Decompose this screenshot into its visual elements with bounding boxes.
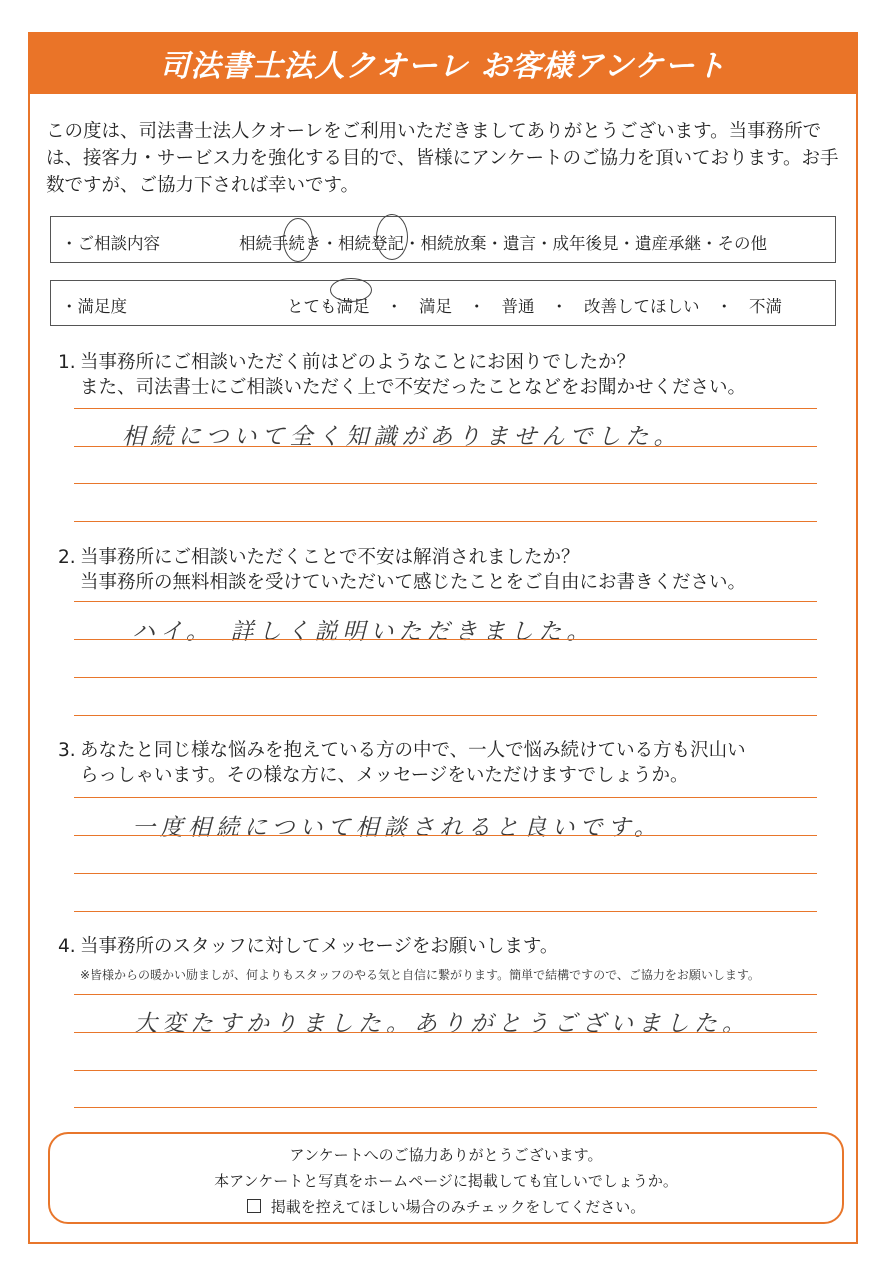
survey-title: 司法書士法人クオーレ お客様アンケート	[159, 49, 727, 84]
answer-rule	[74, 715, 817, 716]
question-text-line2: らっしゃいます。その様な方に、メッセージをいただけますでしょうか。	[80, 765, 689, 786]
checkbox-label: 掲載を控えてほしい場合のみチェックをしてください。	[270, 1198, 646, 1216]
circle-mark-procedure	[283, 218, 313, 262]
question-number: 4.	[58, 936, 76, 957]
question-1	[58, 350, 746, 400]
consultation-label: ・ご相談内容	[61, 234, 160, 253]
answer-rule	[74, 601, 817, 602]
footer-checkbox-row	[50, 1194, 842, 1220]
survey-header	[28, 32, 858, 94]
footer-thanks: アンケートへのご協力ありがとうございます。	[289, 1146, 603, 1164]
question-number: 3.	[58, 740, 76, 761]
question-4	[58, 934, 558, 959]
question-text: あなたと同じ様な悩みを抱えている方の中で、一人で悩み続けている方も沢山い	[80, 740, 746, 761]
question-number: 2.	[58, 547, 76, 568]
question-text: 当事務所にご相談いただく前はどのようなことにお困りでしたか？	[80, 352, 636, 373]
answer-rule	[74, 483, 817, 484]
answer-2-handwriting: ハイ。 詳しく説明いただきました。	[132, 619, 595, 645]
answer-rule	[74, 797, 817, 798]
question-4-note: ※皆様からの暖かい励ましが、何よりもスタッフのやる気と自信に繋がります。簡単で結構ですので、ご協力をお願いします。	[80, 968, 760, 982]
question-text-line2: 当事務所の無料相談を受けていただいて感じたことをご自由にお書きください。	[80, 572, 747, 593]
answer-1-handwriting: 相続について全く知識がありませんでした。	[122, 424, 682, 450]
question-text: 当事務所にご相談いただくことで不安は解消されましたか？	[80, 547, 580, 568]
answer-rule	[74, 994, 817, 995]
answer-rule	[74, 677, 817, 678]
question-text: 当事務所のスタッフに対してメッセージをお願いします。	[80, 936, 559, 957]
answer-rule	[74, 1032, 817, 1033]
answer-rule	[74, 408, 817, 409]
consultation-options: 相続手続き・相続登記・相続放棄・遺言・成年後見・遺産承継・その他	[239, 234, 767, 253]
satisfaction-options: とても満足 ・ 満足 ・ 普通 ・ 改善してほしい ・ 不満	[287, 297, 782, 316]
consultation-box	[50, 216, 836, 263]
footer-publish-question: 本アンケートと写真をホームページに掲載しても宜しいでしょうか。	[214, 1172, 678, 1190]
question-2	[58, 545, 746, 595]
question-text-line2: また、司法書士にご相談いただく上で不安だったことなどをお聞かせください。	[80, 377, 747, 398]
satisfaction-box	[50, 280, 836, 326]
answer-rule	[74, 521, 817, 522]
question-number: 1.	[58, 352, 76, 373]
circle-mark-very-satisfied	[330, 278, 372, 302]
answer-3-handwriting: 一度相続について相談されると良いです。	[132, 815, 662, 841]
intro-text: この度は、司法書士法人クオーレをご利用いただきましてありがとうございます。当事務所では、接客力・サービス力を強化する目的で、皆様にアンケートのご協力を頂いております。お手数ですが、ご協力下されば幸いです。	[46, 121, 839, 196]
question-3	[58, 738, 746, 788]
answer-rule	[74, 639, 817, 640]
answer-4-handwriting: 大変たすかりました。ありがとうございました。	[134, 1011, 750, 1037]
answer-rule	[74, 911, 817, 912]
answer-rule	[74, 1070, 817, 1071]
publish-opt-out-checkbox[interactable]	[247, 1199, 261, 1213]
answer-rule	[74, 1107, 817, 1108]
answer-rule	[74, 446, 817, 447]
circle-mark-registration	[376, 214, 408, 260]
answer-rule	[74, 873, 817, 874]
satisfaction-label: ・満足度	[61, 297, 127, 316]
footer-box	[48, 1132, 844, 1224]
answer-rule	[74, 835, 817, 836]
